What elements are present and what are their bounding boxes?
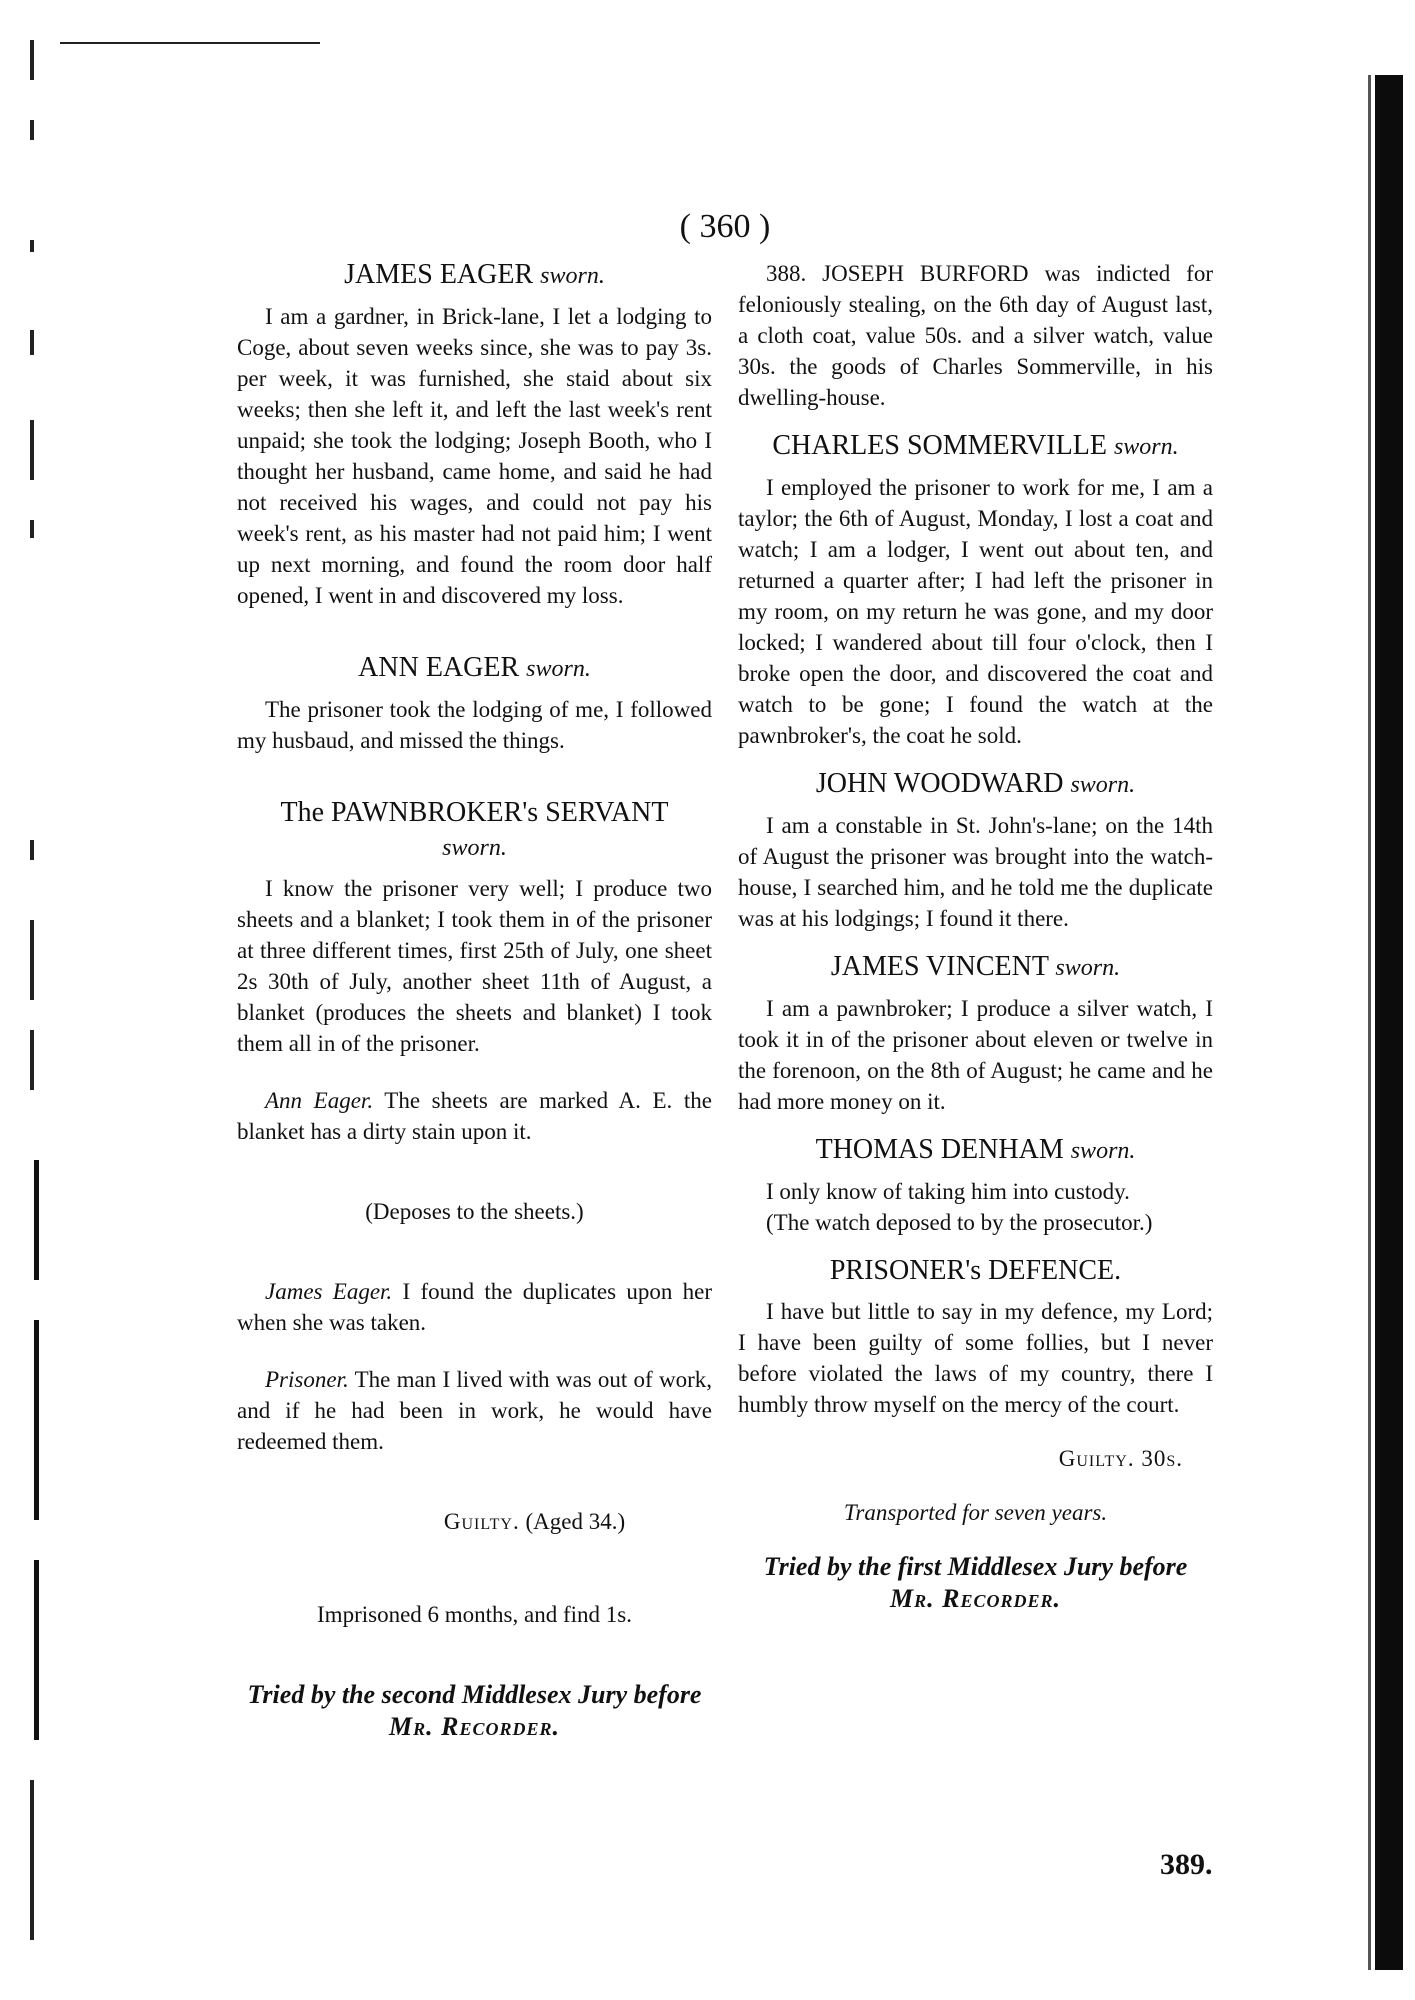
testimony-john-woodward: I am a constable in St. John's-lane; on the 14th of August the prisoner was brought into the watch-house, I searched him, and he told me the duplicate was at his lodgings; I found it there. bbox=[738, 813, 1213, 931]
testimony-charles-sommerville: I employed the prisoner to work for me, I am a taylor; the 6th of August, Monday, I lost a coat and watch; I am a lodger, I went out about ten, and returned a quarter after; I had left the prisoner in my room, on my return he was gone, and my door locked; I wandered about till four o'clock, then I broke open the door, and discovered the coat and watch to be gone; I found the watch at the pawnbroker's, the coat he sold. bbox=[738, 475, 1213, 748]
heading-sworn: sworn. bbox=[540, 263, 605, 289]
top-rule bbox=[60, 42, 320, 44]
heading-sworn: sworn. bbox=[526, 656, 591, 682]
speaker-label: James Eager. bbox=[265, 1279, 393, 1304]
testimony-thomas-denham: I only know of taking him into custody. bbox=[766, 1179, 1130, 1204]
testimony-pawnbroker-servant: I know the prisoner very well; I produce two sheets and a blanket; I took them in of the prisoner at three different times, first 25th of July, one sheet 2s 30th of July, another sheet 11th of August, a blanket (produces the sheets and blanket) I took them all in of the prisoner. bbox=[237, 876, 712, 1056]
speaker-label: Prisoner. bbox=[265, 1367, 349, 1392]
watch-note: (The watch deposed to by the prosecutor.) bbox=[766, 1210, 1153, 1235]
statement-james-eager bbox=[237, 1276, 712, 1338]
heading-name: JOHN WOODWARD bbox=[815, 768, 1064, 799]
tried-by-note bbox=[237, 1679, 712, 1743]
page-number: ( 360 ) bbox=[679, 208, 771, 245]
heading-name: CHARLES SOMMERVILLE bbox=[772, 430, 1107, 461]
prisoner-age: (Aged 34.) bbox=[525, 1509, 626, 1534]
heading-sworn: sworn. bbox=[1113, 434, 1179, 460]
testimony-ann-eager: The prisoner took the lodging of me, I followed my husbaud, and missed the things. bbox=[237, 697, 712, 753]
heading-name: THOMAS DENHAM bbox=[815, 1134, 1064, 1165]
statement-ann-eager bbox=[237, 1085, 712, 1147]
sentence: Transported for seven years. bbox=[843, 1500, 1108, 1525]
heading-sworn: sworn. bbox=[442, 835, 507, 861]
heading-charles-sommerville bbox=[738, 429, 1213, 464]
testimony-james-vincent: I am a pawnbroker; I produce a silver watch, I took it in of the prisoner about eleven or twelve in the forenoon, on the 8th of August; he came and he had more money on it. bbox=[738, 996, 1213, 1114]
verdict: Guilty. bbox=[443, 1509, 520, 1534]
binding-spine bbox=[1375, 75, 1403, 1970]
heading-pawnbroker-servant bbox=[237, 796, 712, 865]
sentence: Imprisoned 6 months, and find 1s. bbox=[317, 1602, 632, 1627]
heading-james-vincent bbox=[738, 950, 1213, 985]
scan-edge-left bbox=[0, 0, 40, 2000]
indictment: 388. JOSEPH BURFORD was indicted for feloniously stealing, on the 6th day of August last, a cloth coat, value 50s. and a silver watch, value 30s. the goods of Charles Sommerville, in his dwelling-house. bbox=[738, 261, 1213, 410]
heading-sworn: sworn. bbox=[1055, 955, 1121, 981]
tried-line-2: Mr. Recorder. bbox=[389, 1712, 560, 1741]
tried-line-1: Tried by the first Middlesex Jury before bbox=[763, 1552, 1188, 1581]
heading-james-eager bbox=[237, 258, 712, 293]
statement-text: I found the duplicates upon her when she was taken. bbox=[237, 1279, 712, 1335]
heading-thomas-denham bbox=[738, 1133, 1213, 1168]
statement-prisoner bbox=[237, 1364, 712, 1457]
statement-text: The sheets are marked A. E. the blanket has a dirty stain upon it. bbox=[237, 1088, 712, 1144]
tried-line-2: Mr. Recorder. bbox=[890, 1584, 1061, 1613]
heading-sworn: sworn. bbox=[1070, 1138, 1136, 1164]
right-column bbox=[738, 258, 1213, 1615]
prisoner-defence-text: I have but little to say in my defence, my Lord; I have been guilty of some follies, but I never before violated the laws of my country, there I humbly throw myself on the mercy of the court. bbox=[738, 1299, 1213, 1417]
left-column bbox=[237, 258, 712, 1743]
speaker-label: Ann Eager. bbox=[265, 1088, 374, 1113]
deposes-note: (Deposes to the sheets.) bbox=[365, 1199, 584, 1224]
tried-line-1: Tried by the second Middlesex Jury before bbox=[247, 1680, 702, 1709]
tried-by-note bbox=[738, 1551, 1213, 1615]
verdict-line bbox=[237, 1506, 712, 1537]
heading-name: The PAWNBROKER's SERVANT bbox=[280, 797, 669, 828]
heading-ann-eager bbox=[237, 651, 712, 686]
heading-prisoner-defence: PRISONER's DEFENCE. bbox=[829, 1255, 1122, 1286]
testimony-james-eager: I am a gardner, in Brick-lane, I let a lodging to Coge, about seven weeks since, she was to pay 3s. per week, it was furnished, she staid about six weeks; then she left it, and left the last week's rent unpaid; she took the lodging; Joseph Booth, who I thought her husband, came home, and said he had not received his wages, and could not pay his week's rent, as his master had not paid him; I went up next morning, and found the room door half opened, I went in and discovered my loss. bbox=[237, 304, 712, 608]
heading-sworn: sworn. bbox=[1070, 772, 1136, 798]
verdict: Guilty. 30s. bbox=[1058, 1446, 1183, 1471]
heading-name: JAMES VINCENT bbox=[830, 951, 1049, 982]
catchword: 389. bbox=[1160, 1848, 1213, 1881]
heading-john-woodward bbox=[738, 767, 1213, 802]
statement-text: The man I lived with was out of work, and if he had been in work, he would have redeemed them. bbox=[237, 1367, 712, 1454]
binding-edge bbox=[1368, 75, 1371, 1970]
heading-name: ANN EAGER bbox=[358, 652, 520, 683]
heading-name: JAMES EAGER bbox=[344, 259, 534, 290]
